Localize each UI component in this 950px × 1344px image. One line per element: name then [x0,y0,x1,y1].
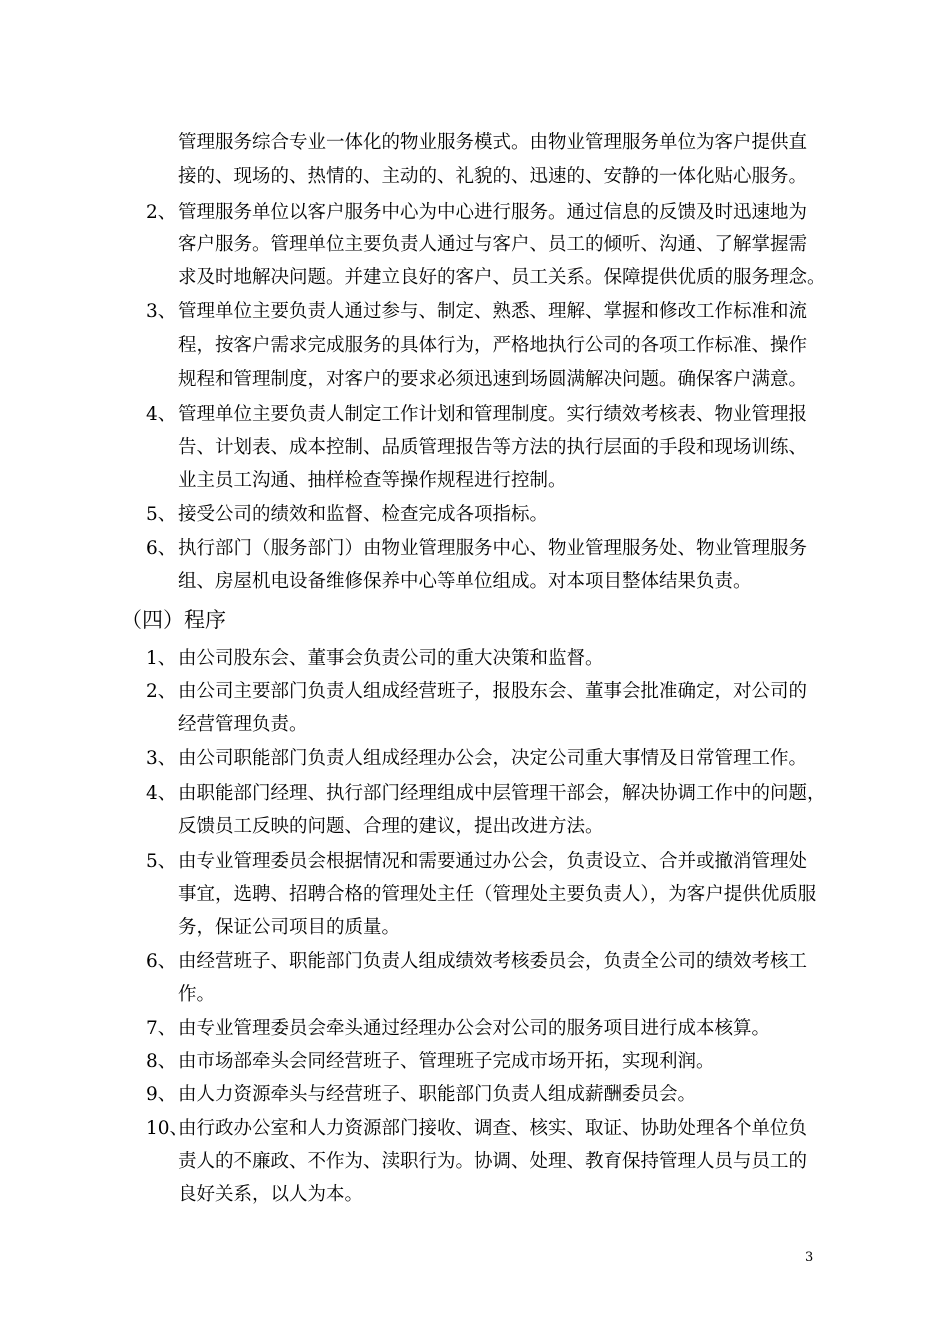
list-item-number: 7、 [146,1018,177,1039]
list-item-line: 由公司股东会、董事会负责公司的重大决策和监督。 [178,648,604,669]
list-item-line: 务，保证公司项目的质量。 [178,917,401,938]
list-item-line: 由行政办公室和人力资源部门接收、调查、核实、取证、协助处理各个单位负 [178,1118,808,1139]
list-item-line: 事宜，选聘、招聘合格的管理处主任（管理处主要负责人），为客户提供优质服 [178,884,817,905]
list-item-line: 业主员工沟通、抽样检查等操作规程进行控制。 [178,470,567,491]
list-item-number: 1、 [146,648,177,669]
list-item-number: 6、 [146,951,177,972]
list-item-line: 组、房屋机电设备维修保养中心等单位组成。对本项目整体结果负责。 [178,571,752,592]
list-item-number: 2、 [146,681,177,702]
list-item-number: 8、 [146,1051,177,1072]
list-item-line: 由市场部牵头会同经营班子、管理班子完成市场开拓，实现利润。 [178,1051,715,1072]
page-number: 3 [805,1250,814,1265]
continuation-line: 管理服务综合专业一体化的物业服务模式。由物业管理服务单位为客户提供直 [178,132,808,153]
list-item-number: 5、 [146,851,177,872]
list-item-line: 管理服务单位以客户服务中心为中心进行服务。通过信息的反馈及时迅速地为 [178,202,808,223]
list-item-line: 管理单位主要负责人制定工作计划和管理制度。实行绩效考核表、物业管理报 [178,404,808,425]
list-item-number: 6、 [146,538,177,559]
list-item-line: 由专业管理委员会牵头通过经理办公会对公司的服务项目进行成本核算。 [178,1018,771,1039]
list-item-line: 由专业管理委员会根据情况和需要通过办公会，负责设立、合并或撤消管理处 [178,851,808,872]
list-item-number: 3、 [146,301,177,322]
list-item-number: 2、 [146,202,177,223]
list-item-line: 由职能部门经理、执行部门经理组成中层管理干部会，解决协调工作中的问题， [178,783,826,804]
list-item-line: 由公司主要部门负责人组成经营班子，报股东会、董事会批准确定，对公司的 [178,681,808,702]
list-item-number: 4、 [146,404,177,425]
list-item-line: 良好关系，以人为本。 [178,1184,364,1205]
list-item-line: 经营管理负责。 [178,714,308,735]
list-item-number: 9、 [146,1084,177,1105]
section-heading: （四）程序 [121,608,226,632]
list-item-line: 客户服务。管理单位主要负责人通过与客户、员工的倾听、沟通、了解掌握需 [178,234,808,255]
list-item-line: 由人力资源牵头与经营班子、职能部门负责人组成薪酬委员会。 [178,1084,697,1105]
list-item-line: 管理单位主要负责人通过参与、制定、熟悉、理解、掌握和修改工作标准和流 [178,301,808,322]
continuation-line: 接的、现场的、热情的、主动的、礼貌的、迅速的、安静的一体化贴心服务。 [178,166,808,187]
list-item-line: 作。 [178,984,216,1005]
list-item-number: 5、 [146,504,177,525]
list-item-line: 由公司职能部门负责人组成经理办公会，决定公司重大事情及日常管理工作。 [178,748,808,769]
list-item-line: 责人的不廉政、不作为、渎职行为。协调、处理、教育保持管理人员与员工的 [178,1151,808,1172]
list-item-number: 4、 [146,783,177,804]
list-item-line: 接受公司的绩效和监督、检查完成各项指标。 [178,504,549,525]
list-item-line: 由经营班子、职能部门负责人组成绩效考核委员会，负责全公司的绩效考核工 [178,951,808,972]
list-item-line: 求及时地解决问题。并建立良好的客户、员工关系。保障提供优质的服务理念。 [178,267,826,288]
list-item-line: 执行部门（服务部门）由物业管理服务中心、物业管理服务处、物业管理服务 [178,538,808,559]
list-item-line: 反馈员工反映的问题、合理的建议，提出改进方法。 [178,816,604,837]
list-item-number: 3、 [146,748,177,769]
list-item-line: 告、计划表、成本控制、品质管理报告等方法的执行层面的手段和现场训练、 [178,437,808,458]
list-item-line: 程，按客户需求完成服务的具体行为，严格地执行公司的各项工作标准、操作 [178,335,808,356]
list-item-number: 10、 [146,1118,189,1139]
list-item-line: 规程和管理制度，对客户的要求必须迅速到场圆满解决问题。确保客户满意。 [178,369,808,390]
